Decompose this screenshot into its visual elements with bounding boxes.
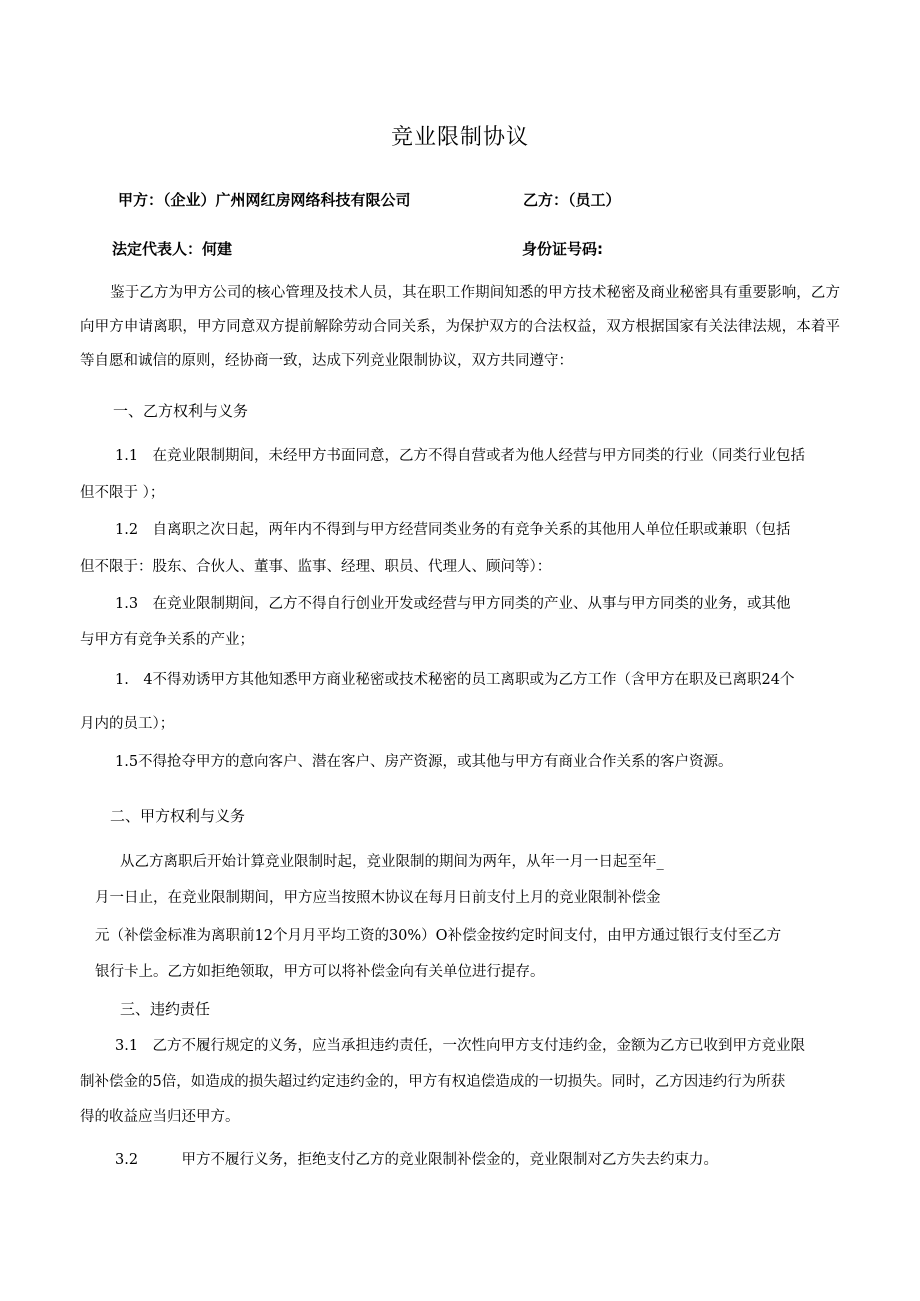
preamble bbox=[80, 276, 840, 378]
section-2-heading: 二、甲方权利与义务 bbox=[110, 807, 246, 825]
party-b: 乙方：（员工） bbox=[523, 191, 621, 209]
clause-1-1-line1: 1.1 在竞业限制期间，未经甲方书面同意，乙方不得自营或者为他人经营与甲方同类的行业（同类行业包括 bbox=[115, 448, 806, 464]
section-2-line1: 从乙方离职后开始计算竞业限制时起，竞业限制的期间为两年，从年一月一日起至年_ bbox=[120, 854, 664, 870]
clause-3-1-line1: 3.1 乙方不履行规定的义务，应当承担违约责任，一次性向甲方支付违约金，金额为乙方已收到甲方竞业限 bbox=[115, 1038, 806, 1054]
clause-1-4-line2: 月内的员工）； bbox=[80, 716, 175, 732]
clause-1-2-line1: 1.2 自离职之次日起，两年内不得到与甲方经营同类业务的有竞争关系的其他用人单位任职或兼职（包括 bbox=[115, 522, 791, 538]
clause-3-1-line2: 制补偿金的5倍，如造成的损失超过约定违约金的，甲方有权追偿造成的一切损失。同时，乙方因违约行为所获 bbox=[80, 1074, 786, 1090]
clause-1-3-line1: 1.3 在竞业限制期间，乙方不得自行创业开发或经营与甲方同类的产业、从事与甲方同类的业务，或其他 bbox=[115, 596, 791, 612]
preamble-text: 鉴于乙方为甲方公司的核心管理及技术人员，其在职工作期间知悉的甲方技术秘密及商业秘密具有重要影响，乙方向甲方申请离职，甲方同意双方提前解除劳动合同关系，为保护双方的合法权益，双方根据国家有关法律法规，本着平等自愿和诚信的原则，经协商一致，达成下列竞业限制协议，双方共同遵守： bbox=[80, 285, 840, 369]
section-3-heading: 三、违约责任 bbox=[120, 1000, 211, 1018]
section-2-line2: 月一日止，在竞业限制期间，甲方应当按照木协议在每月日前支付上月的竞业限制补偿金 bbox=[95, 890, 661, 906]
clause-1-2-line2: 但不限于：股东、合伙人、董事、监事、经理、职员、代理人、顾问等）： bbox=[80, 559, 552, 575]
id-number-label: 身份证号码: bbox=[522, 240, 603, 258]
clause-1-3-line2: 与甲方有竞争关系的产业； bbox=[80, 632, 254, 648]
clause-3-1-line3: 得的收益应当归还甲方。 bbox=[80, 1109, 240, 1125]
legal-representative: 法定代表人：何建 bbox=[112, 240, 233, 258]
section-2-line3: 元（补偿金标准为离职前12个月月平均工资的30%）O补偿金按约定时间支付，由甲方通过银行支付至乙方 bbox=[95, 928, 782, 944]
section-2-line4: 银行卡上。乙方如拒绝领取，甲方可以将补偿金向有关单位进行提存。 bbox=[95, 964, 545, 980]
clause-1-4-line1: 1. 4不得劝诱甲方其他知悉甲方商业秘密或技术秘密的员工离职或为乙方工作（含甲方在职及已离职24个 bbox=[115, 672, 795, 688]
clause-1-5: 1.5不得抢夺甲方的意向客户、潜在客户、房产资源，或其他与甲方有商业合作关系的客户资源。 bbox=[115, 754, 733, 770]
clause-3-2: 3.2 甲方不履行义务，拒绝支付乙方的竞业限制补偿金的，竞业限制对乙方失去约束力。 bbox=[115, 1152, 719, 1168]
section-1-heading: 一、乙方权利与义务 bbox=[113, 402, 249, 420]
document-title: 竞业限制协议 bbox=[390, 125, 529, 150]
clause-1-1-line2: 但不限于 ）； bbox=[80, 485, 165, 501]
party-a: 甲方：（企业）广州网红房网络科技有限公司 bbox=[118, 191, 411, 209]
